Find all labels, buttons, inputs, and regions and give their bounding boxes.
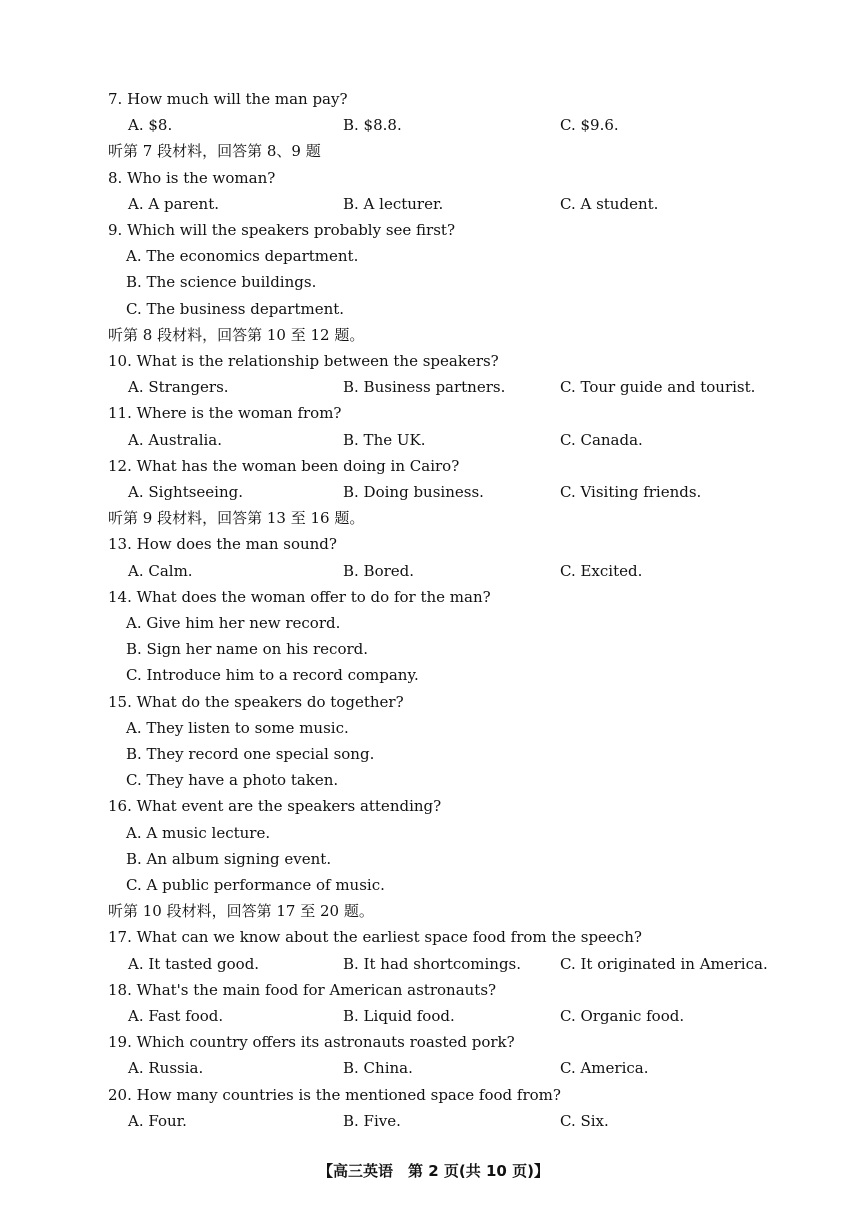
- question-text: 8. Who is the woman?: [108, 168, 276, 187]
- question-text: 17. What can we know about the earliest space food from the speech?: [108, 928, 642, 947]
- answer-option: B. The science buildings.: [126, 273, 317, 292]
- section-instruction: 听第 8 段材料，回答第 10 至 12 题。: [108, 325, 365, 344]
- answer-option: A. They listen to some music.: [126, 718, 349, 737]
- question-text: 13. How does the man sound?: [108, 535, 337, 554]
- question-text: 18. What's the main food for American astronauts?: [108, 980, 497, 999]
- answer-options-row: [0, 558, 867, 584]
- option-c: C. $9.6.: [560, 116, 619, 135]
- option-a: A. Four.: [128, 1111, 187, 1130]
- answer-options-row: [0, 191, 867, 217]
- answer-option: C. They have a photo taken.: [126, 771, 339, 790]
- question-text: 20. How many countries is the mentioned space food from?: [108, 1085, 561, 1104]
- question-line: [0, 400, 867, 426]
- option-a: A. Fast food.: [128, 1007, 224, 1025]
- answer-option: C. The business department.: [126, 299, 345, 318]
- option-b: B. Five.: [343, 1111, 401, 1130]
- answer-options-row: [0, 427, 867, 453]
- answer-option: C. Introduce him to a record company.: [126, 666, 419, 685]
- answer-option-line: [0, 715, 867, 741]
- option-b: B. Business partners.: [343, 378, 506, 397]
- section-instruction-line: [0, 322, 867, 348]
- answer-option: C. A public performance of music.: [126, 876, 385, 894]
- option-c: C. Canada.: [560, 430, 643, 449]
- answer-option-line: [0, 741, 867, 767]
- option-b: B. It had shortcomings.: [343, 954, 522, 973]
- option-a: A. It tasted good.: [128, 954, 260, 973]
- section-instruction-line: [0, 505, 867, 531]
- question-text: 9. Which will the speakers probably see first?: [108, 221, 455, 239]
- question-line: [0, 86, 867, 112]
- answer-option: A. The economics department.: [126, 247, 359, 266]
- option-c: C. A student.: [560, 194, 659, 213]
- section-instruction: 听第 9 段材料，回答第 13 至 16 题。: [108, 509, 365, 528]
- option-c: C. Excited.: [560, 561, 643, 580]
- answer-option: B. They record one special song.: [126, 745, 375, 763]
- option-b: B. $8.8.: [343, 116, 402, 135]
- answer-option-line: [0, 610, 867, 636]
- option-b: B. China.: [343, 1059, 413, 1078]
- answer-option-line: [0, 820, 867, 846]
- question-text: 10. What is the relationship between the speakers?: [108, 352, 499, 370]
- option-c: C. Tour guide and tourist.: [560, 378, 756, 397]
- option-c: C. Six.: [560, 1111, 609, 1130]
- option-a: A. Russia.: [128, 1059, 204, 1078]
- option-b: B. Bored.: [343, 561, 415, 580]
- section-instruction: 听第 10 段材料，回答第 17 至 20 题。: [108, 902, 374, 921]
- question-text: 16. What event are the speakers attending?: [108, 797, 442, 816]
- question-line: [0, 453, 867, 479]
- option-a: A. $8.: [128, 116, 173, 135]
- question-text: 7. How much will the man pay?: [108, 90, 348, 108]
- question-line: [0, 977, 867, 1003]
- question-text: 12. What has the woman been doing in Cairo?: [108, 456, 460, 475]
- question-text: 11. Where is the woman from?: [108, 404, 342, 423]
- section-instruction: 听第 7 段材料，回答第 8、9 题: [108, 142, 321, 161]
- option-a: A. A parent.: [128, 194, 220, 213]
- question-line: [0, 793, 867, 819]
- answer-option-line: [0, 767, 867, 793]
- answer-options-row: [0, 112, 867, 138]
- answer-option: A. A music lecture.: [126, 823, 271, 842]
- question-line: [0, 924, 867, 950]
- option-c: C. Visiting friends.: [560, 483, 702, 501]
- question-line: [0, 165, 867, 191]
- question-line: [0, 348, 867, 374]
- option-a: A. Australia.: [128, 430, 223, 449]
- question-text: 19. Which country offers its astronauts roasted pork?: [108, 1033, 515, 1052]
- option-c: C. America.: [560, 1059, 649, 1078]
- answer-option: B. An album signing event.: [126, 849, 332, 868]
- answer-options-row: [0, 1108, 867, 1134]
- option-c: C. Organic food.: [560, 1007, 685, 1025]
- answer-option-line: [0, 662, 867, 688]
- option-b: B. Liquid food.: [343, 1007, 455, 1025]
- answer-option-line: [0, 846, 867, 872]
- answer-option-line: [0, 296, 867, 322]
- answer-option-line: [0, 243, 867, 269]
- option-a: A. Strangers.: [128, 378, 229, 397]
- section-instruction-line: [0, 898, 867, 924]
- question-text: 15. What do the speakers do together?: [108, 692, 404, 711]
- question-line: [0, 689, 867, 715]
- option-a: A. Calm.: [128, 561, 193, 580]
- answer-option: B. Sign her name on his record.: [126, 640, 369, 659]
- answer-option-line: [0, 872, 867, 898]
- question-text: 14. What does the woman offer to do for the man?: [108, 587, 491, 606]
- question-line: [0, 531, 867, 557]
- page-footer: 【高三英语 第 2 页(共 10 页)】: [318, 1162, 549, 1180]
- section-instruction-line: [0, 138, 867, 164]
- answer-options-row: [0, 374, 867, 400]
- option-b: B. Doing business.: [343, 483, 484, 501]
- answer-options-row: [0, 479, 867, 505]
- option-b: B. A lecturer.: [343, 194, 444, 213]
- answer-option-line: [0, 269, 867, 295]
- question-line: [0, 1082, 867, 1108]
- option-a: A. Sightseeing.: [128, 483, 244, 501]
- answer-options-row: [0, 1003, 867, 1029]
- question-line: [0, 1029, 867, 1055]
- question-line: [0, 584, 867, 610]
- answer-options-row: [0, 951, 867, 977]
- answer-options-row: [0, 1055, 867, 1081]
- option-c: C. It originated in America.: [560, 954, 768, 973]
- question-line: [0, 217, 867, 243]
- answer-option-line: [0, 636, 867, 662]
- answer-option: A. Give him her new record.: [126, 614, 341, 632]
- option-b: B. The UK.: [343, 430, 426, 449]
